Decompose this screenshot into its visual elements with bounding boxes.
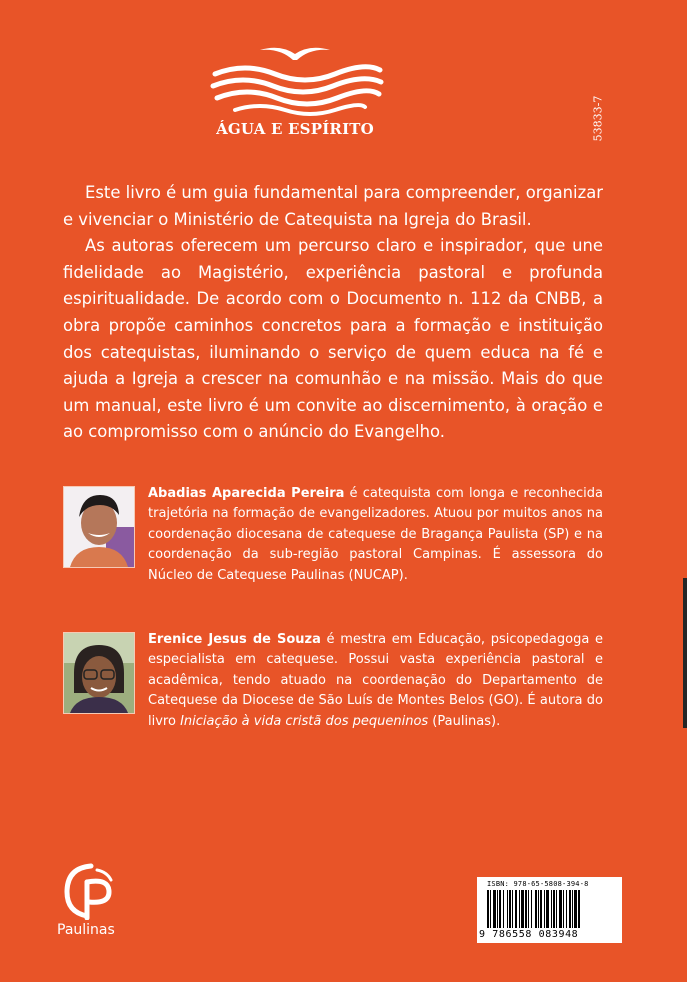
author-block: [63, 630, 603, 729]
author-block: [63, 484, 603, 583]
series-logo: [205, 40, 385, 150]
series-name: ÁGUA E ESPÍRITO: [216, 120, 374, 138]
author-bio-text: é mestra em Educação, psicopedagoga e especialista em catequese. Possui vasta experiência pastoral e acadêmica, tendo atuado na coordenação do Departamento de Catequese da Diocese de São Luís de Montes Belos (GO). É autora do livro: [148, 632, 603, 729]
waves-bird-icon: [205, 40, 385, 118]
author-portrait-icon: [64, 633, 134, 713]
barcode-digits: 9 786558 083948: [479, 929, 579, 940]
book-code: [578, 80, 618, 170]
isbn-label: ISBN: 978-65-5808-394-8: [487, 880, 589, 888]
author-bio-text: é catequista com longa e reconhecida trajetória na formação de evangelizadores. Atuou por muitos anos na coordenação diocesana de catequese de Bragança Paulista (SP) e na coordenação da sub-região pastoral Campinas. É assessora do Núcleo de Catequese Paulinas (NUCAP).: [148, 486, 603, 583]
publisher-logo: [57, 862, 137, 952]
paulinas-logo-icon: [57, 862, 127, 920]
author-photo: [63, 486, 135, 568]
publisher-name: Paulinas: [57, 922, 115, 938]
author-bio: [148, 484, 603, 586]
author-bio: [148, 630, 603, 732]
isbn-barcode: [477, 877, 622, 943]
author-portrait-icon: [64, 487, 134, 567]
author-bio-text: (Paulinas).: [428, 713, 501, 729]
edge-mark: [683, 578, 687, 728]
synopsis-paragraph: Este livro é um guia fundamental para compreender, organizar e vivenciar o Ministério de Catequista na Igreja do Brasil.: [63, 183, 603, 229]
book-title: Iniciação à vida cristã dos pequeninos: [180, 713, 429, 729]
author-photo: [63, 632, 135, 714]
synopsis-paragraph: As autoras oferecem um percurso claro e inspirador, que une fidelidade ao Magistério, experiência pastoral e profunda espiritualidade. De acordo com o Documento n. 112 da CNBB, a obra propõe caminhos concretos para a formação e instituição dos catequistas, iluminando o serviço de quem educa na fé e ajuda a Igreja a crescer na comunhão e na missão. Mais do que um manual, este livro é um convite ao discernimento, à oração e ao compromisso com o anúncio do Evangelho.: [63, 236, 603, 442]
synopsis: [63, 180, 603, 446]
author-name: Abadias Aparecida Pereira: [148, 486, 345, 501]
barcode-icon: [487, 890, 612, 928]
author-name: Erenice Jesus de Souza: [148, 632, 321, 647]
book-code-text: 53833-7: [591, 95, 605, 142]
